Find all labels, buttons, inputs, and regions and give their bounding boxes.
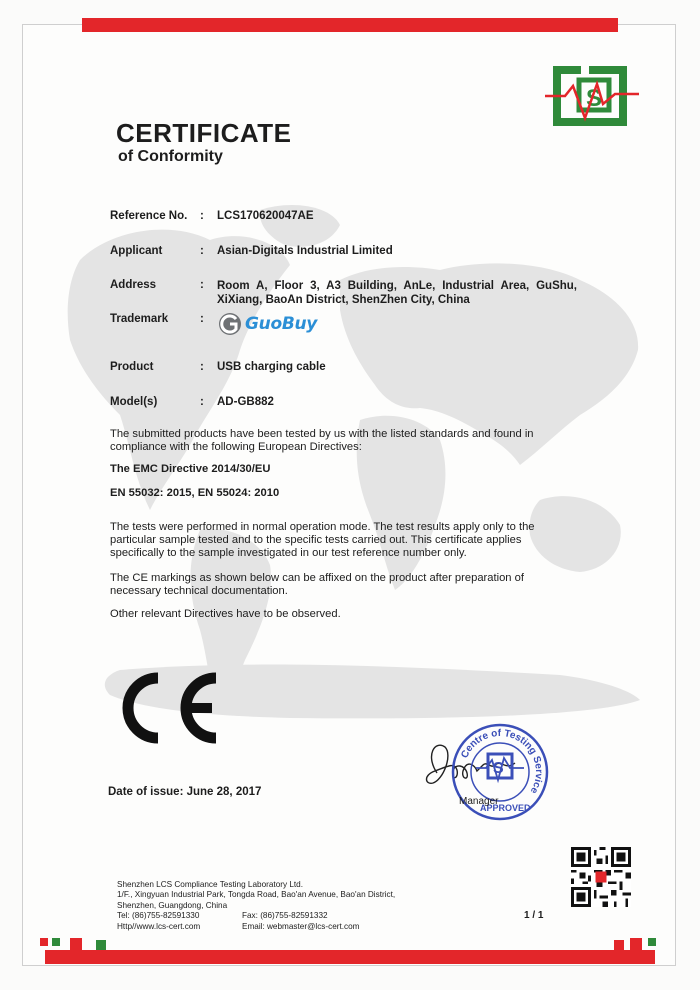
product-value: USB charging cable	[217, 361, 326, 373]
qr-code[interactable]	[571, 847, 631, 907]
svg-text:S: S	[586, 85, 603, 112]
trademark-label: Trademark	[110, 313, 169, 325]
applicant-value: Asian-Digitals Industrial Limited	[217, 245, 393, 257]
lcs-logo-icon	[545, 64, 639, 132]
model-label: Model(s)	[110, 396, 158, 408]
corner-square-green	[648, 938, 656, 946]
model-value: AD-GB882	[217, 396, 274, 408]
manager-title: Manager	[459, 796, 499, 807]
corner-square-green	[96, 940, 106, 950]
lab-fax: Fax: (86)755-82591332	[242, 911, 328, 921]
ce-mark-icon	[108, 668, 224, 748]
applicant-colon: :	[200, 245, 204, 257]
reference-value: LCS170620047AE	[217, 210, 314, 222]
reference-label: Reference No.	[110, 210, 188, 222]
guobuy-trademark-logo	[217, 311, 317, 337]
issue-date: Date of issue: June 28, 2017	[108, 786, 262, 798]
lab-contact-row1	[117, 911, 417, 921]
certificate-title: CERTIFICATE	[116, 118, 292, 148]
lab-email[interactable]: Email: webmaster@lcs-cert.com	[242, 921, 360, 931]
standards-line: EN 55032: 2015, EN 55024: 2010	[110, 487, 280, 499]
corner-square-red	[70, 938, 82, 950]
address-value: Room A, Floor 3, A3 Building, AnLe, Industrial Area, GuShu, XiXiang, BaoAn District, ShenZhen City, China	[217, 280, 577, 306]
corner-square-red	[614, 940, 624, 950]
lab-address-line1: 1/F., Xingyuan Industrial Park, Tongda Road, Bao'an Avenue, Bao'an District,	[117, 890, 396, 900]
directive-line: The EMC Directive 2014/30/EU	[110, 463, 271, 475]
corner-square-red	[40, 938, 48, 946]
guobuy-g-icon	[217, 312, 243, 336]
lab-info	[117, 880, 417, 932]
trademark-colon: :	[200, 313, 204, 325]
address-colon: :	[200, 279, 204, 291]
corner-square-red	[630, 938, 642, 950]
lab-address-line2: Shenzhen, Guangdong, China	[117, 900, 228, 910]
reference-colon: :	[200, 210, 204, 222]
compliance-paragraph: The submitted products have been tested by us with the listed standards and found in compliance with the following European Directives:	[110, 428, 534, 454]
lab-contact-row2	[117, 922, 417, 932]
certificate-subtitle: of Conformity	[118, 148, 223, 165]
svg-text:S: S	[493, 760, 504, 777]
ce-marking-paragraph: The CE markings as shown below can be affixed on the product after preparation of necessary technical documentation.	[110, 572, 524, 598]
model-colon: :	[200, 396, 204, 408]
lab-tel: Tel: (86)755-82591330	[117, 911, 200, 921]
approval-stamp	[450, 722, 550, 822]
corner-square-green	[52, 938, 60, 946]
svg-text:Centre of Testing Service: Centre of Testing Service	[459, 727, 545, 796]
top-red-bar	[82, 18, 618, 32]
address-label: Address	[110, 279, 157, 291]
lab-website[interactable]: Http//www.lcs-cert.com	[117, 921, 201, 931]
test-mode-paragraph: The tests were performed in normal operation mode. The test results apply only to the particular sample tested and to the specific tests carried out. This certificate applies specifically to the sample investigated in our test reference number only.	[110, 521, 535, 560]
applicant-label: Applicant	[110, 245, 163, 257]
svg-text:APPROVED: APPROVED	[480, 803, 531, 813]
product-label: Product	[110, 361, 154, 373]
other-directives-paragraph: Other relevant Directives have to be observed.	[110, 608, 341, 620]
product-colon: :	[200, 361, 204, 373]
trademark-value: GuoBuy	[245, 314, 318, 334]
bottom-red-bar	[45, 950, 655, 964]
page-number: 1 / 1	[524, 910, 544, 921]
lab-name: Shenzhen LCS Compliance Testing Laboratory Ltd.	[117, 880, 304, 889]
